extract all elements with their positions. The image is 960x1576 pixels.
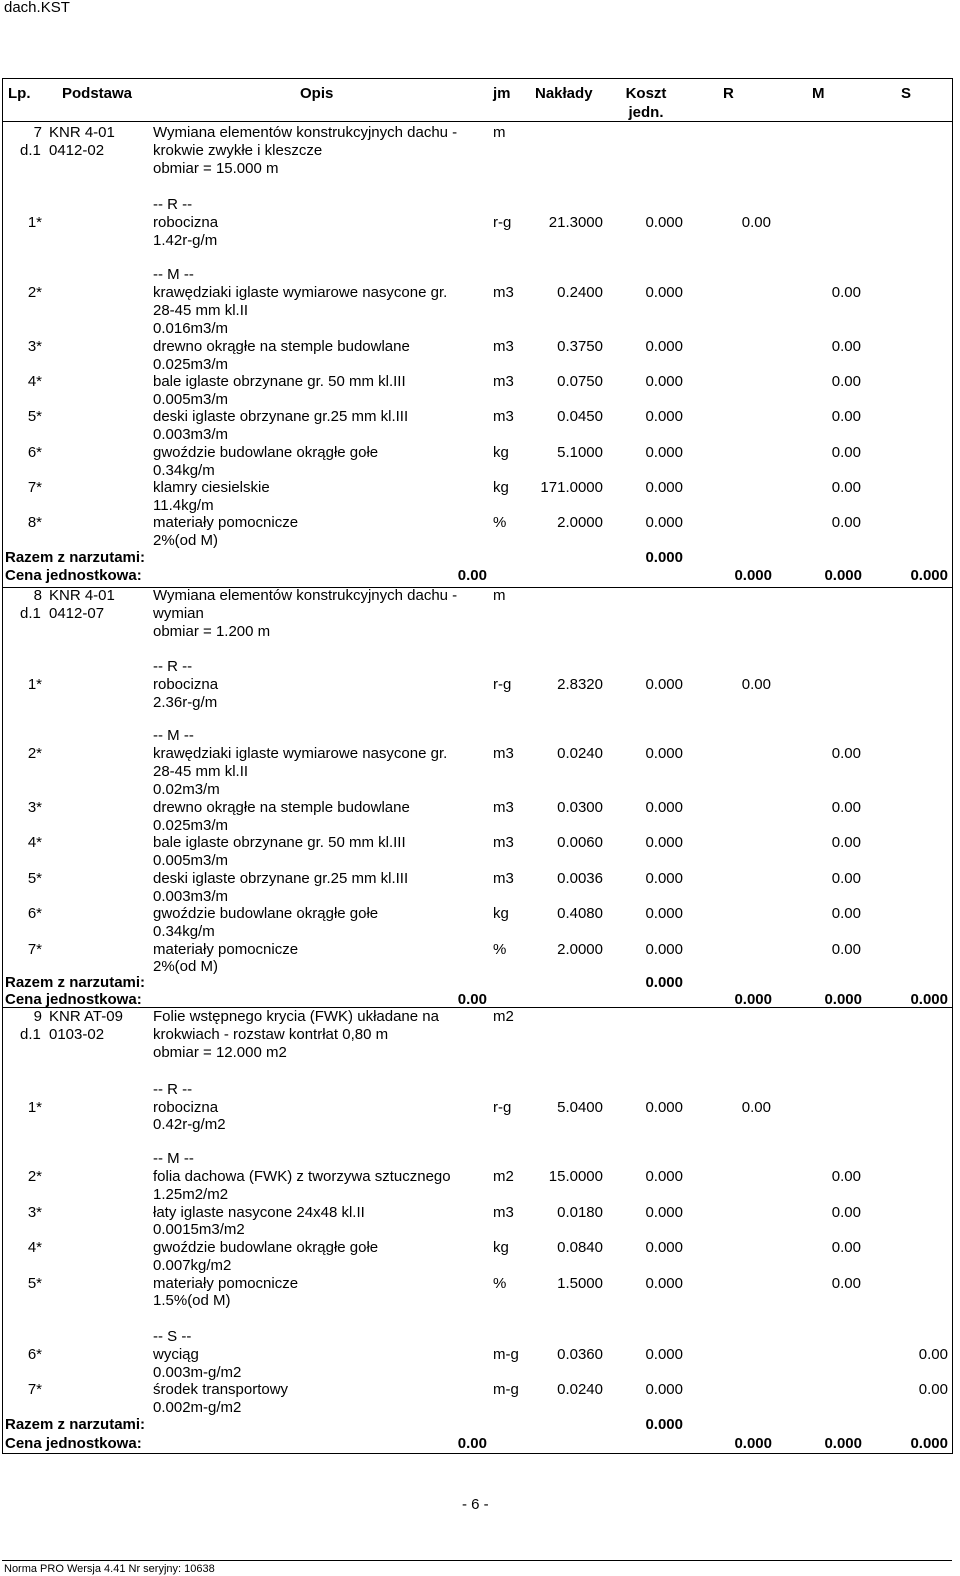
resource-description: 0.34kg/m [153, 462, 215, 479]
resource-description: deski iglaste obrzynane gr.25 mm kl.III [153, 870, 409, 887]
cena-m: 0.000 [824, 567, 862, 584]
razem-label: Razem z narzutami: [5, 549, 146, 566]
resource-lp: 6* [27, 1346, 42, 1363]
position-description-line: krokwiach - rozstaw kontrłat 0,80 m [153, 1026, 389, 1043]
cena-value: 0.00 [457, 991, 487, 1008]
resource-quantity: 21.3000 [548, 214, 603, 231]
resource-lp: 6* [27, 444, 42, 461]
resource-description: 2.36r-g/m [153, 694, 218, 711]
position-description-line: obmiar = 15.000 m [153, 160, 279, 177]
resource-description: 1.5%(od M) [153, 1292, 231, 1309]
resource-description: 0.34kg/m [153, 923, 215, 940]
resource-description: łaty iglaste nasycone 24x48 kl.II [153, 1204, 365, 1221]
resource-description: deski iglaste obrzynane gr.25 mm kl.III [153, 408, 409, 425]
resource-unit: m3 [493, 745, 514, 762]
resource-value-m: 0.00 [831, 799, 861, 816]
resource-value-m: 0.00 [831, 1204, 861, 1221]
razem-label: Razem z narzutami: [5, 974, 146, 991]
resource-quantity: 0.0036 [557, 870, 603, 887]
resource-description: 0.005m3/m [153, 391, 229, 408]
resource-unit-cost: 0.000 [645, 870, 683, 887]
resource-quantity: 1.5000 [557, 1275, 603, 1292]
resource-lp: 5* [27, 408, 42, 425]
resource-lp: 4* [27, 834, 42, 851]
resource-lp: 7* [27, 941, 42, 958]
software-footer: Norma PRO Wersja 4.41 Nr seryjny: 10638 [4, 1563, 215, 1575]
resource-unit-cost: 0.000 [645, 444, 683, 461]
resource-value-m: 0.00 [831, 745, 861, 762]
resource-quantity: 0.0060 [557, 834, 603, 851]
header-opis: Opis [300, 85, 334, 102]
position-lp-detail: d.1 [20, 142, 41, 159]
position-description-line: Folie wstępnego krycia (FWK) układane na [153, 1008, 439, 1025]
resource-unit: % [493, 941, 507, 958]
position-description-line: obmiar = 12.000 m2 [153, 1044, 287, 1061]
resource-description: gwoździe budowlane okrągłe gołe [153, 905, 379, 922]
position-description-line: Wymiana elementów konstrukcyjnych dachu - [153, 587, 458, 604]
cena-s: 0.000 [910, 991, 948, 1008]
resource-description: wyciąg [153, 1346, 199, 1363]
resource-quantity: 0.0240 [557, 1381, 603, 1398]
resource-lp: 1* [27, 1099, 42, 1116]
razem-label: Razem z narzutami: [5, 1416, 146, 1433]
resource-description: materiały pomocnicze [153, 941, 299, 958]
resource-unit-cost: 0.000 [645, 408, 683, 425]
razem-value: 0.000 [645, 549, 683, 566]
resource-value-m: 0.00 [831, 284, 861, 301]
razem-value: 0.000 [645, 1416, 683, 1433]
resource-lp: 2* [27, 1168, 42, 1185]
resource-description: -- M -- [153, 727, 194, 744]
resource-description: 0.005m3/m [153, 852, 229, 869]
cena-value: 0.00 [457, 1435, 487, 1452]
resource-description: 0.016m3/m [153, 320, 229, 337]
resource-unit: % [493, 1275, 507, 1292]
position-number: 9 [33, 1008, 42, 1025]
resource-description: klamry ciesielskie [153, 479, 270, 496]
resource-description: drewno okrągłe na stemple budowlane [153, 338, 410, 355]
header-r: R [723, 85, 734, 102]
resource-description: 0.003m3/m [153, 888, 229, 905]
resource-unit: m3 [493, 373, 514, 390]
resource-lp: 1* [27, 214, 42, 231]
resource-unit: m-g [493, 1381, 519, 1398]
resource-description: -- M -- [153, 266, 194, 283]
resource-unit: m3 [493, 1204, 514, 1221]
resource-quantity: 5.1000 [557, 444, 603, 461]
resource-quantity: 0.4080 [557, 905, 603, 922]
cena-label: Cena jednostkowa: [5, 567, 142, 584]
resource-description: 2%(od M) [153, 958, 219, 975]
resource-lp: 5* [27, 1275, 42, 1292]
resource-description: robocizna [153, 1099, 219, 1116]
position-separator [2, 587, 952, 588]
resource-unit: m3 [493, 408, 514, 425]
header-naklady: Nakłady [535, 85, 593, 102]
resource-unit-cost: 0.000 [645, 1346, 683, 1363]
header-bottom-border [2, 121, 952, 122]
page-number: - 6 - [462, 1496, 489, 1513]
resource-description: -- M -- [153, 1150, 194, 1167]
resource-unit-cost: 0.000 [645, 745, 683, 762]
resource-lp: 7* [27, 479, 42, 496]
resource-description: bale iglaste obrzynane gr. 50 mm kl.III [153, 834, 406, 851]
resource-unit: m2 [493, 1168, 514, 1185]
resource-quantity: 2.8320 [557, 676, 603, 693]
resource-value-m: 0.00 [831, 905, 861, 922]
resource-quantity: 2.0000 [557, 514, 603, 531]
position-description-line: obmiar = 1.200 m [153, 623, 271, 640]
resource-lp: 4* [27, 1239, 42, 1256]
resource-value-m: 0.00 [831, 479, 861, 496]
resource-lp: 2* [27, 745, 42, 762]
resource-unit-cost: 0.000 [645, 941, 683, 958]
resource-description: bale iglaste obrzynane gr. 50 mm kl.III [153, 373, 406, 390]
resource-unit: m3 [493, 284, 514, 301]
resource-lp: 3* [27, 799, 42, 816]
position-basis-code: 0412-02 [49, 142, 105, 159]
resource-description: 0.0015m3/m2 [153, 1221, 245, 1238]
resource-quantity: 0.0360 [557, 1346, 603, 1363]
header-m: M [812, 85, 825, 102]
resource-unit-cost: 0.000 [645, 1239, 683, 1256]
resource-quantity: 0.0180 [557, 1204, 603, 1221]
position-description-line: wymian [153, 605, 204, 622]
resource-unit-cost: 0.000 [645, 1099, 683, 1116]
resource-description: folia dachowa (FWK) z tworzywa sztucznego [153, 1168, 451, 1185]
resource-description: materiały pomocnicze [153, 1275, 299, 1292]
resource-lp: 6* [27, 905, 42, 922]
resource-unit: kg [493, 479, 509, 496]
table-left-border [2, 78, 3, 1454]
resource-description: krawędziaki iglaste wymiarowe nasycone gr. [153, 284, 448, 301]
position-basis-code: 0412-07 [49, 605, 105, 622]
resource-unit-cost: 0.000 [645, 905, 683, 922]
resource-description: 0.42r-g/m2 [153, 1116, 226, 1133]
header-koszt-jedn: jedn. [628, 104, 664, 121]
resource-unit: r-g [493, 1099, 512, 1116]
cena-value: 0.00 [457, 567, 487, 584]
resource-description: -- R -- [153, 196, 193, 213]
resource-unit-cost: 0.000 [645, 338, 683, 355]
resource-description: 0.02m3/m [153, 781, 220, 798]
resource-unit-cost: 0.000 [645, 1168, 683, 1185]
resource-quantity: 0.0750 [557, 373, 603, 390]
resource-description: 0.025m3/m [153, 817, 229, 834]
position-unit: m [493, 124, 506, 141]
resource-value-m: 0.00 [831, 373, 861, 390]
resource-unit: m3 [493, 338, 514, 355]
cena-m: 0.000 [824, 991, 862, 1008]
resource-description: 0.025m3/m [153, 356, 229, 373]
resource-unit-cost: 0.000 [645, 284, 683, 301]
resource-value-r: 0.00 [741, 676, 771, 693]
resource-unit: m3 [493, 799, 514, 816]
resource-description: drewno okrągłe na stemple budowlane [153, 799, 410, 816]
resource-quantity: 2.0000 [557, 941, 603, 958]
cena-r: 0.000 [734, 567, 772, 584]
resource-unit: m3 [493, 834, 514, 851]
resource-description: robocizna [153, 214, 219, 231]
resource-unit-cost: 0.000 [645, 1204, 683, 1221]
position-lp-detail: d.1 [20, 605, 41, 622]
footer-line [2, 1560, 952, 1561]
resource-description: 0.002m-g/m2 [153, 1399, 242, 1416]
table-right-border [952, 78, 953, 1454]
resource-description: gwoździe budowlane okrągłe gołe [153, 1239, 379, 1256]
resource-quantity: 0.0300 [557, 799, 603, 816]
resource-value-m: 0.00 [831, 834, 861, 851]
resource-unit: r-g [493, 214, 512, 231]
resource-value-m: 0.00 [831, 941, 861, 958]
resource-value-m: 0.00 [831, 338, 861, 355]
resource-unit-cost: 0.000 [645, 1275, 683, 1292]
header-s: S [901, 85, 912, 102]
resource-description: materiały pomocnicze [153, 514, 299, 531]
resource-description: -- R -- [153, 1081, 193, 1098]
resource-quantity: 0.0240 [557, 745, 603, 762]
resource-value-m: 0.00 [831, 408, 861, 425]
resource-lp: 5* [27, 870, 42, 887]
resource-value-m: 0.00 [831, 1239, 861, 1256]
cena-s: 0.000 [910, 567, 948, 584]
position-description-line: Wymiana elementów konstrukcyjnych dachu - [153, 124, 458, 141]
resource-lp: 3* [27, 1204, 42, 1221]
resource-unit-cost: 0.000 [645, 676, 683, 693]
resource-unit: % [493, 514, 507, 531]
resource-unit-cost: 0.000 [645, 373, 683, 390]
resource-description: 0.003m3/m [153, 426, 229, 443]
resource-unit-cost: 0.000 [645, 214, 683, 231]
header-lp: Lp. [8, 85, 31, 102]
header-jm: jm [493, 85, 511, 102]
resource-unit-cost: 0.000 [645, 834, 683, 851]
cena-label: Cena jednostkowa: [5, 991, 142, 1008]
position-number: 7 [33, 124, 42, 141]
resource-quantity: 0.0840 [557, 1239, 603, 1256]
resource-quantity: 0.2400 [557, 284, 603, 301]
table-bottom-border [2, 1453, 952, 1454]
resource-value-s: 0.00 [918, 1381, 948, 1398]
resource-quantity: 5.0400 [557, 1099, 603, 1116]
resource-value-m: 0.00 [831, 514, 861, 531]
resource-unit: m3 [493, 870, 514, 887]
resource-lp: 3* [27, 338, 42, 355]
resource-description: 1.25m2/m2 [153, 1186, 229, 1203]
cena-r: 0.000 [734, 1435, 772, 1452]
resource-value-r: 0.00 [741, 214, 771, 231]
cena-label: Cena jednostkowa: [5, 1435, 142, 1452]
resource-value-m: 0.00 [831, 1275, 861, 1292]
resource-lp: 8* [27, 514, 42, 531]
resource-description: 2%(od M) [153, 532, 219, 549]
resource-lp: 4* [27, 373, 42, 390]
resource-unit: r-g [493, 676, 512, 693]
cena-m: 0.000 [824, 1435, 862, 1452]
cena-s: 0.000 [910, 1435, 948, 1452]
resource-quantity: 171.0000 [540, 479, 603, 496]
resource-description: 11.4kg/m [153, 497, 214, 514]
resource-description: -- S -- [153, 1328, 192, 1345]
resource-description: 0.003m-g/m2 [153, 1364, 242, 1381]
resource-description: 0.007kg/m2 [153, 1257, 232, 1274]
resource-description: środek transportowy [153, 1381, 289, 1398]
position-basis: KNR 4-01 [49, 124, 115, 141]
resource-unit-cost: 0.000 [645, 1381, 683, 1398]
resource-quantity: 0.0450 [557, 408, 603, 425]
resource-unit: kg [493, 444, 509, 461]
position-basis: KNR 4-01 [49, 587, 115, 604]
resource-unit: m-g [493, 1346, 519, 1363]
header-podstawa: Podstawa [62, 85, 133, 102]
resource-value-s: 0.00 [918, 1346, 948, 1363]
resource-unit-cost: 0.000 [645, 514, 683, 531]
resource-lp: 7* [27, 1381, 42, 1398]
resource-value-m: 0.00 [831, 444, 861, 461]
resource-description: 28-45 mm kl.II [153, 763, 249, 780]
resource-description: robocizna [153, 676, 219, 693]
position-unit: m [493, 587, 506, 604]
resource-description: krawędziaki iglaste wymiarowe nasycone gr. [153, 745, 448, 762]
razem-value: 0.000 [645, 974, 683, 991]
resource-description: gwoździe budowlane okrągłe gołe [153, 444, 379, 461]
resource-description: 28-45 mm kl.II [153, 302, 249, 319]
resource-unit: kg [493, 905, 509, 922]
cena-r: 0.000 [734, 991, 772, 1008]
resource-unit-cost: 0.000 [645, 799, 683, 816]
resource-description: 1.42r-g/m [153, 232, 218, 249]
header-koszt: Koszt [625, 85, 667, 102]
position-unit: m2 [493, 1008, 514, 1025]
resource-value-m: 0.00 [831, 1168, 861, 1185]
resource-value-m: 0.00 [831, 870, 861, 887]
table-top-border [2, 78, 952, 79]
resource-description: -- R -- [153, 658, 193, 675]
position-lp-detail: d.1 [20, 1026, 41, 1043]
position-number: 8 [33, 587, 42, 604]
position-basis-code: 0103-02 [49, 1026, 105, 1043]
document-title: dach.KST [4, 0, 70, 16]
resource-quantity: 15.0000 [548, 1168, 603, 1185]
position-description-line: krokwie zwykłe i kleszcze [153, 142, 323, 159]
resource-quantity: 0.3750 [557, 338, 603, 355]
resource-lp: 2* [27, 284, 42, 301]
resource-value-r: 0.00 [741, 1099, 771, 1116]
resource-unit: kg [493, 1239, 509, 1256]
resource-lp: 1* [27, 676, 42, 693]
resource-unit-cost: 0.000 [645, 479, 683, 496]
position-basis: KNR AT-09 [49, 1008, 123, 1025]
